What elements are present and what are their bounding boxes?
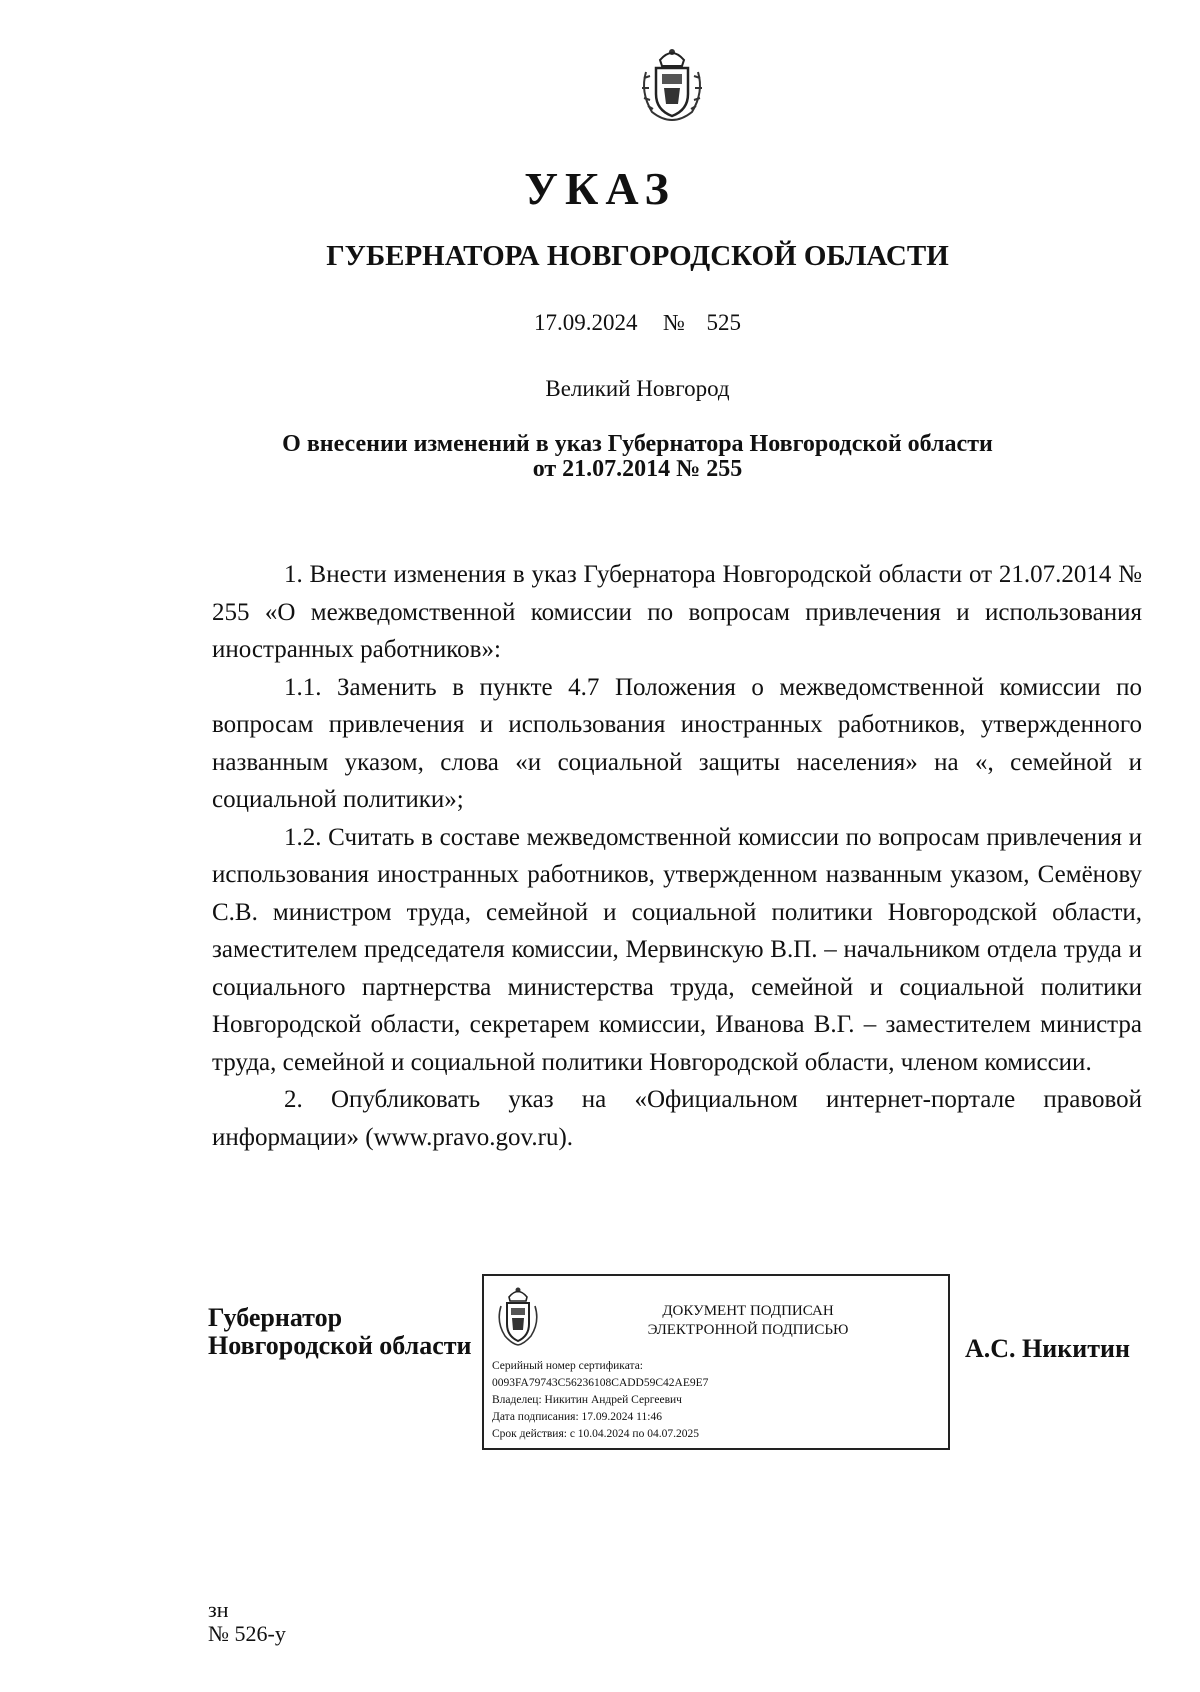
stamp-header bbox=[568, 1302, 928, 1340]
document-type-title: УКАЗ bbox=[524, 163, 676, 214]
stamp-certificate-info bbox=[492, 1358, 942, 1443]
issue-place: Великий Новгород bbox=[545, 376, 730, 401]
paragraph-1-2: 1.2. Считать в составе межведомственной комиссии по вопросам привлечения и использования иностранных работников, утвержденном названным указом, Семёнову С.В. министром труда, семейной и социальной политики Новгородской области, заместителем председателя комиссии, Мервинскую В.П. – начальником отдела труда и социального партнерства министерства труда, семейной и социальной политики Новгородской области, секретарем комиссии, Иванова В.Г. – заместителем министра труда, семейной и социальной политики Новгородской области, членом комиссии. bbox=[212, 823, 1142, 1076]
signer-position bbox=[208, 1304, 472, 1360]
heading-line-1: О внесении изменений в указ Губернатора Новгородской области bbox=[282, 431, 993, 457]
signer-position-line-1: Губернатор bbox=[208, 1303, 343, 1332]
stamp-validity: Срок действия: с 10.04.2024 по 04.07.2025 bbox=[492, 1428, 699, 1440]
signer-position-line-2: Новгородской области bbox=[208, 1331, 472, 1360]
date-and-number bbox=[0, 310, 1200, 336]
electronic-signature-stamp bbox=[482, 1274, 950, 1450]
stamp-signed-date: Дата подписания: 17.09.2024 11:46 bbox=[492, 1411, 662, 1423]
registration-mark bbox=[208, 1598, 286, 1646]
signer-name: А.С. Никитин bbox=[965, 1334, 1130, 1363]
stamp-header-line-2: ЭЛЕКТРОННОЙ ПОДПИСЬЮ bbox=[647, 1322, 849, 1338]
document-heading bbox=[0, 432, 1200, 482]
number-sign: № bbox=[663, 310, 685, 335]
document-body bbox=[212, 556, 1142, 1156]
stamp-owner: Владелец: Никитин Андрей Сергеевич bbox=[492, 1394, 682, 1406]
paragraph-1-1: 1.1. Заменить в пункте 4.7 Положения о межведомственной комиссии по вопросам привлечения и использования иностранных работников, утвержденного названным указом, слова «и социальной защиты населения» на «, семейной и социальной политики»; bbox=[212, 673, 1142, 813]
paragraph-2: 2. Опубликовать указ на «Официальном интернет-портале правовой информации» (www.pravo.gov.ru). bbox=[212, 1086, 1142, 1151]
stamp-emblem-icon bbox=[496, 1284, 540, 1348]
registration-mark-line-2: № 526-у bbox=[208, 1621, 286, 1646]
paragraph-1: 1. Внести изменения в указ Губернатора Новгородской области от 21.07.2014 № 255 «О межведомственной комиссии по вопросам привлечения и использования иностранных работников»: bbox=[212, 561, 1142, 663]
registration-mark-line-1: зн bbox=[208, 1597, 229, 1622]
stamp-cert-label: Серийный номер сертификата: bbox=[492, 1360, 643, 1372]
issuer-title: ГУБЕРНАТОРА НОВГОРОДСКОЙ ОБЛАСТИ bbox=[326, 240, 949, 272]
stamp-cert-serial: 0093FA79743C56236108CADD59C42AE9E7 bbox=[492, 1377, 709, 1389]
document-number: 525 bbox=[706, 310, 741, 335]
stamp-header-line-1: ДОКУМЕНТ ПОДПИСАН bbox=[662, 1303, 834, 1319]
document-date: 17.09.2024 bbox=[534, 310, 638, 335]
coat-of-arms-emblem bbox=[638, 42, 706, 122]
heading-line-2: от 21.07.2014 № 255 bbox=[532, 456, 743, 482]
